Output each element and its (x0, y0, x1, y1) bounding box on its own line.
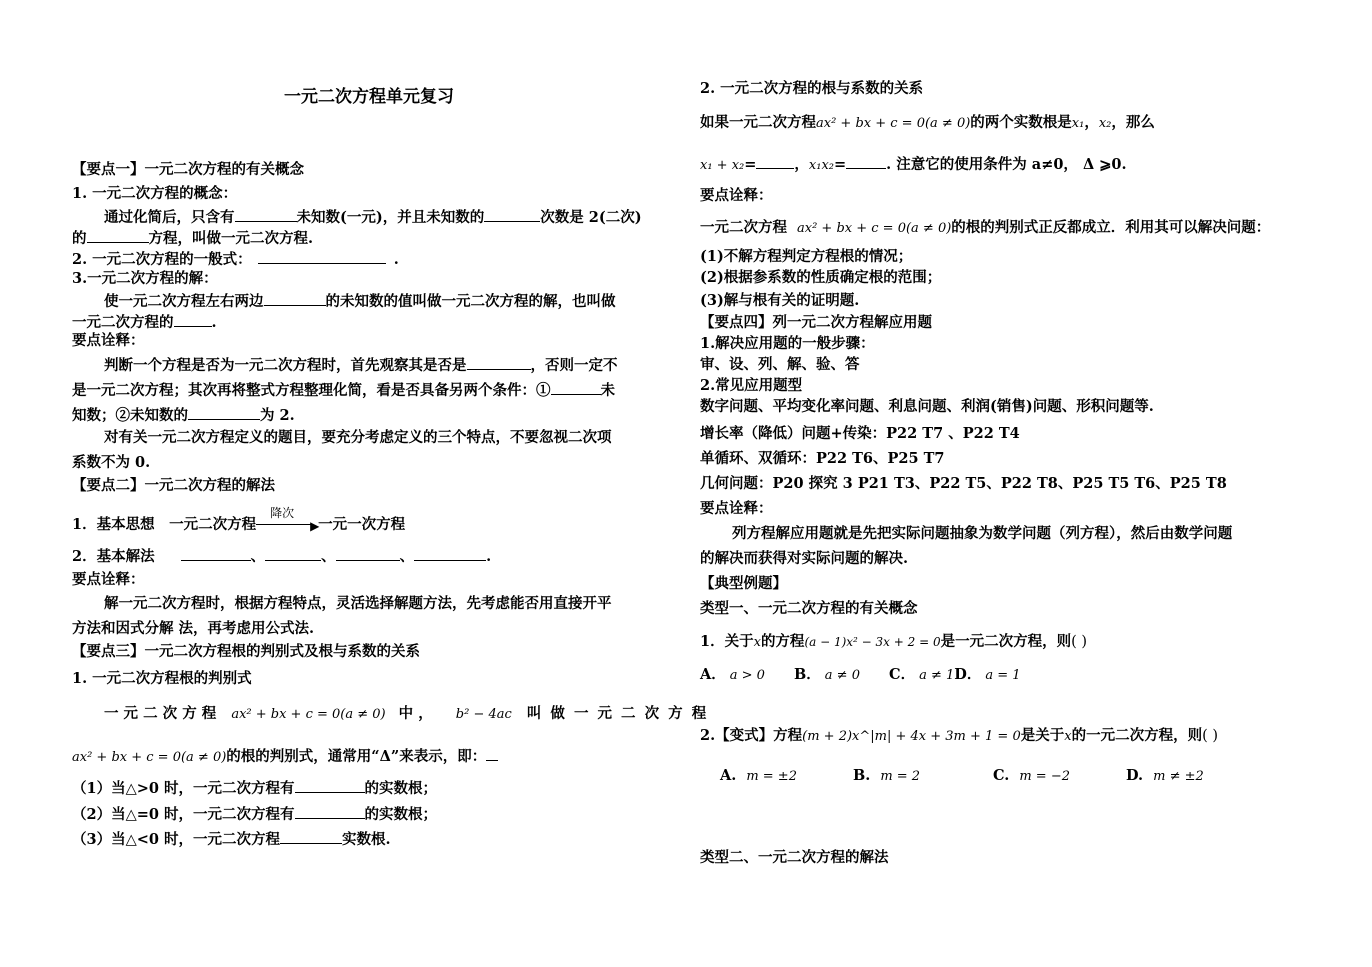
case-3 (72, 829, 391, 849)
note-label-r1: 要点诠释： (700, 187, 773, 204)
fill-blank (756, 154, 794, 169)
item-1-3-line-b (72, 312, 217, 332)
question-2-option-a (720, 767, 797, 786)
text: 2．基本解法 (72, 548, 155, 565)
note-label-r2: 要点诠释： (700, 500, 773, 517)
item-3-1: 1. 一元二次方程根的判别式 (72, 670, 252, 687)
item-4-1-steps: 审、设、列、解、验、答 (700, 356, 860, 373)
fill-blank (87, 228, 149, 243)
option-d-label: D． (954, 666, 982, 683)
note-2-line-b: 系数不为 0. (72, 454, 151, 471)
text: 一元二次方程 (700, 219, 787, 236)
fill-blank (258, 249, 386, 264)
option-c-label: C. (993, 767, 1010, 784)
text: 的根的判别式正反都成立．利用其可以解决问题： (951, 219, 1271, 236)
text: 1．关于 (700, 633, 754, 650)
fill-blank (181, 546, 251, 561)
fill-blank (295, 804, 365, 819)
text: 的实数根； (364, 780, 438, 797)
item-4-cycle: 单循环、双循环：P22 T6、P25 T7 (700, 450, 945, 467)
answer-bracket: ( ) (1071, 634, 1088, 650)
equation: (a − 1)x² − 3x + 2 = 0 (804, 635, 941, 649)
text: 通过化简后，只含有 (104, 209, 235, 226)
section-heading-2: 【要点二】一元二次方程的解法 (72, 477, 275, 494)
item-4-growth: 增长率（降低）问题+传染：P22 T7 、P22 T4 (700, 425, 1020, 442)
text: 一 元 二 次 方 程 (104, 705, 217, 722)
text: 方程，叫做一元二次方程. (148, 230, 314, 247)
text: 使一元二次方程左右两边 (104, 293, 264, 310)
note-r1-item-2: (2)根据参系数的性质确定根的范围； (700, 269, 942, 286)
text: ，否则一定不 (530, 357, 618, 374)
question-2-option-d (1126, 767, 1204, 786)
option-c: a ≠ 1 (919, 668, 955, 683)
examples-heading: 【典型例题】 (700, 575, 787, 592)
option-b-label: B． (794, 666, 821, 683)
type-1-heading: 类型一、一元二次方程的有关概念 (700, 600, 918, 617)
option-c: m = −2 (1019, 769, 1070, 784)
text: . 注意它的使用条件为 a≠0， Δ ⩾0. (886, 156, 1127, 173)
text: 、 (250, 548, 266, 565)
fill-blank (235, 207, 297, 222)
option-b-label: B. (853, 767, 871, 784)
text: 如果一元二次方程 (700, 114, 816, 131)
fill-blank (295, 778, 365, 793)
case-1 (72, 778, 437, 798)
text: . (486, 548, 492, 565)
fill-blank (467, 355, 531, 370)
equation: ax² + bx + c = 0(a ≠ 0) (72, 750, 227, 765)
fill-blank (846, 154, 886, 169)
text: 叫 做 一 元 二 次 方 程 (526, 705, 709, 722)
note-r1-item-3: (3)解与根有关的证明题. (700, 292, 860, 309)
text: 的方程 (760, 633, 805, 650)
note-1-line-c (72, 405, 295, 425)
question-2-option-c (993, 767, 1070, 786)
section-heading-1: 【要点一】一元二次方程的有关概念 (72, 161, 304, 178)
text: 1．基本思想 一元二次方程 (72, 516, 257, 533)
option-a-label: A． (700, 666, 726, 683)
text: 实数根. (342, 831, 391, 848)
fill-blank (336, 546, 400, 561)
item-2-1 (72, 506, 406, 534)
item-1-1: 1. 一元二次方程的概念： (72, 185, 238, 202)
fill-blank (414, 546, 486, 561)
text: （3）当△<0 时，一元二次方程 (72, 831, 281, 848)
text: 的两个实数根是 (970, 114, 1072, 131)
sum-expression: x₁ + x₂ (700, 158, 745, 173)
text: ，那么 (1111, 114, 1155, 131)
note-3-line-a: 解一元二次方程时，根据方程特点，灵活选择解题方法，先考虑能否用直接开平 (104, 595, 612, 612)
section-heading-3: 【要点三】一元二次方程根的判别式及根与系数的关系 (72, 643, 420, 660)
text: 一元二次方程的 (72, 314, 174, 331)
text: 的一元二次方程，则 (1071, 727, 1203, 744)
note-label-1: 要点诠释： (72, 332, 145, 349)
vieta-line-b (700, 154, 1127, 175)
item-4-2: 2.常见应用题型 (700, 377, 803, 394)
arrow-icon: 降次 ▶ (256, 515, 318, 531)
item-1-2 (72, 249, 399, 269)
item-1-1-line-a (104, 207, 642, 227)
fill-blank (264, 291, 326, 306)
text: 判断一个方程是否为一元二次方程时，首先观察其是否是 (104, 357, 467, 374)
question-1 (700, 633, 1087, 652)
text: 的未知数的值叫做一元二次方程的解，也叫做 (325, 293, 616, 310)
item-1-3: 3.一元二次方程的解： (72, 270, 218, 287)
item-3-1-line-a (104, 705, 708, 724)
answer-bracket: ( ) (1202, 728, 1219, 744)
question-2 (700, 727, 1218, 746)
text: . (393, 251, 399, 268)
option-b: m = 2 (880, 769, 921, 784)
note-r2-line-a: 列方程解应用题就是先把实际问题抽象为数学问题（列方程），然后由数学问题 (732, 525, 1233, 542)
note-r1-item-1: (1)不解方程判定方程根的情况； (700, 248, 913, 265)
text: 2. 一元二次方程的一般式： (72, 251, 252, 268)
question-2-option-b (853, 767, 920, 786)
option-d: m ≠ ±2 (1153, 769, 1204, 784)
note-1-line-b (72, 380, 615, 400)
text: 是一元二次方程；其次再将整式方程整理化简，看是否具备另两个条件：① (72, 382, 551, 399)
text: 未 (600, 382, 615, 399)
item-4-1: 1.解决应用题的一般步骤： (700, 335, 875, 352)
text: 是一元二次方程，则 (940, 633, 1072, 650)
fill-blank (280, 829, 342, 844)
page-title: 一元二次方程单元复习 (284, 87, 454, 107)
text: 2.【变式】方程 (700, 727, 803, 744)
fill-blank (188, 405, 260, 420)
item-4-2-types: 数字问题、平均变化率问题、利息问题、利润(销售)问题、形积问题等. (700, 398, 1154, 415)
root-x1: x₁ (1071, 116, 1085, 131)
text: 中 ， (398, 705, 433, 722)
option-d: a = 1 (985, 668, 1021, 683)
item-1-3-line-a (104, 291, 616, 311)
case-2 (72, 804, 437, 824)
fill-blank (486, 746, 498, 761)
text: 为 2. (260, 407, 295, 424)
note-r2-line-b: 的解决而获得对实际问题的解决. (700, 550, 909, 567)
text: 的 (72, 230, 87, 247)
option-a: m = ±2 (746, 769, 797, 784)
option-b: a ≠ 0 (824, 668, 860, 683)
option-a-label: A. (720, 767, 737, 784)
fill-blank (551, 380, 601, 395)
question-1-options (700, 666, 1021, 685)
variable: x (1064, 729, 1072, 744)
text: 的实数根； (364, 806, 438, 823)
section-heading-4: 【要点四】列一元二次方程解应用题 (700, 314, 932, 331)
text: . (211, 314, 217, 331)
equation: (m + 2)x^|m| + 4x + 3m + 1 = 0 (802, 729, 1021, 744)
discriminant: b² − 4ac (455, 707, 512, 722)
equation: ax² + bx + c = 0(a ≠ 0) (797, 221, 952, 236)
text: 一元一次方程 (318, 516, 406, 533)
product-expression: x₁x₂ (808, 158, 834, 173)
text: = (834, 156, 847, 173)
fill-blank (174, 312, 212, 327)
text: 、 (321, 548, 336, 565)
note-3-line-b: 方法和因式分解 法，再考虑用公式法. (72, 620, 315, 637)
option-d-label: D. (1126, 767, 1144, 784)
equation: ax² + bx + c = 0(a ≠ 0) (231, 707, 386, 722)
type-2-heading: 类型二、一元二次方程的解法 (700, 849, 889, 866)
fill-blank (265, 546, 321, 561)
text: = (744, 156, 757, 173)
note-2-line-a: 对有关一元二次方程定义的题目，要充分考虑定义的三个特点，不要忽视二次项 (104, 429, 612, 446)
text: 的根的判别式，通常用“Δ”来表示，即： (226, 748, 487, 765)
text: 次数是 2(二次) (540, 209, 642, 226)
note-label-2: 要点诠释： (72, 571, 145, 588)
root-x2: x₂ (1098, 116, 1112, 131)
item-4-geometry: 几何问题：P20 探究 3 P21 T3、P22 T5、P22 T8、P25 T5 T6、P25 T8 (700, 475, 1227, 492)
variable: x (753, 635, 761, 650)
text: （2）当△=0 时，一元二次方程有 (72, 806, 295, 823)
text: 、 (399, 548, 415, 565)
text: 知数；②未知数的 (72, 407, 188, 424)
option-c-label: C． (889, 666, 916, 683)
option-a: a > 0 (729, 668, 765, 683)
note-r1-line (700, 219, 1270, 238)
equation: ax² + bx + c = 0(a ≠ 0) (816, 116, 971, 131)
text: 是关于 (1020, 727, 1065, 744)
text: 未知数(一元)，并且未知数的 (296, 209, 485, 226)
item-3-1-line-b (72, 746, 498, 767)
text: ， (794, 156, 809, 173)
text: （1）当△>0 时，一元二次方程有 (72, 780, 295, 797)
item-2-2 (72, 546, 491, 566)
text: ， (1084, 114, 1099, 131)
arrow-label: 降次 (270, 506, 295, 520)
vieta-line-a (700, 114, 1155, 133)
note-1-line-a (104, 355, 618, 375)
fill-blank (484, 207, 540, 222)
section-2-heading: 2. 一元二次方程的根与系数的关系 (700, 80, 924, 97)
item-1-1-line-b (72, 228, 313, 248)
